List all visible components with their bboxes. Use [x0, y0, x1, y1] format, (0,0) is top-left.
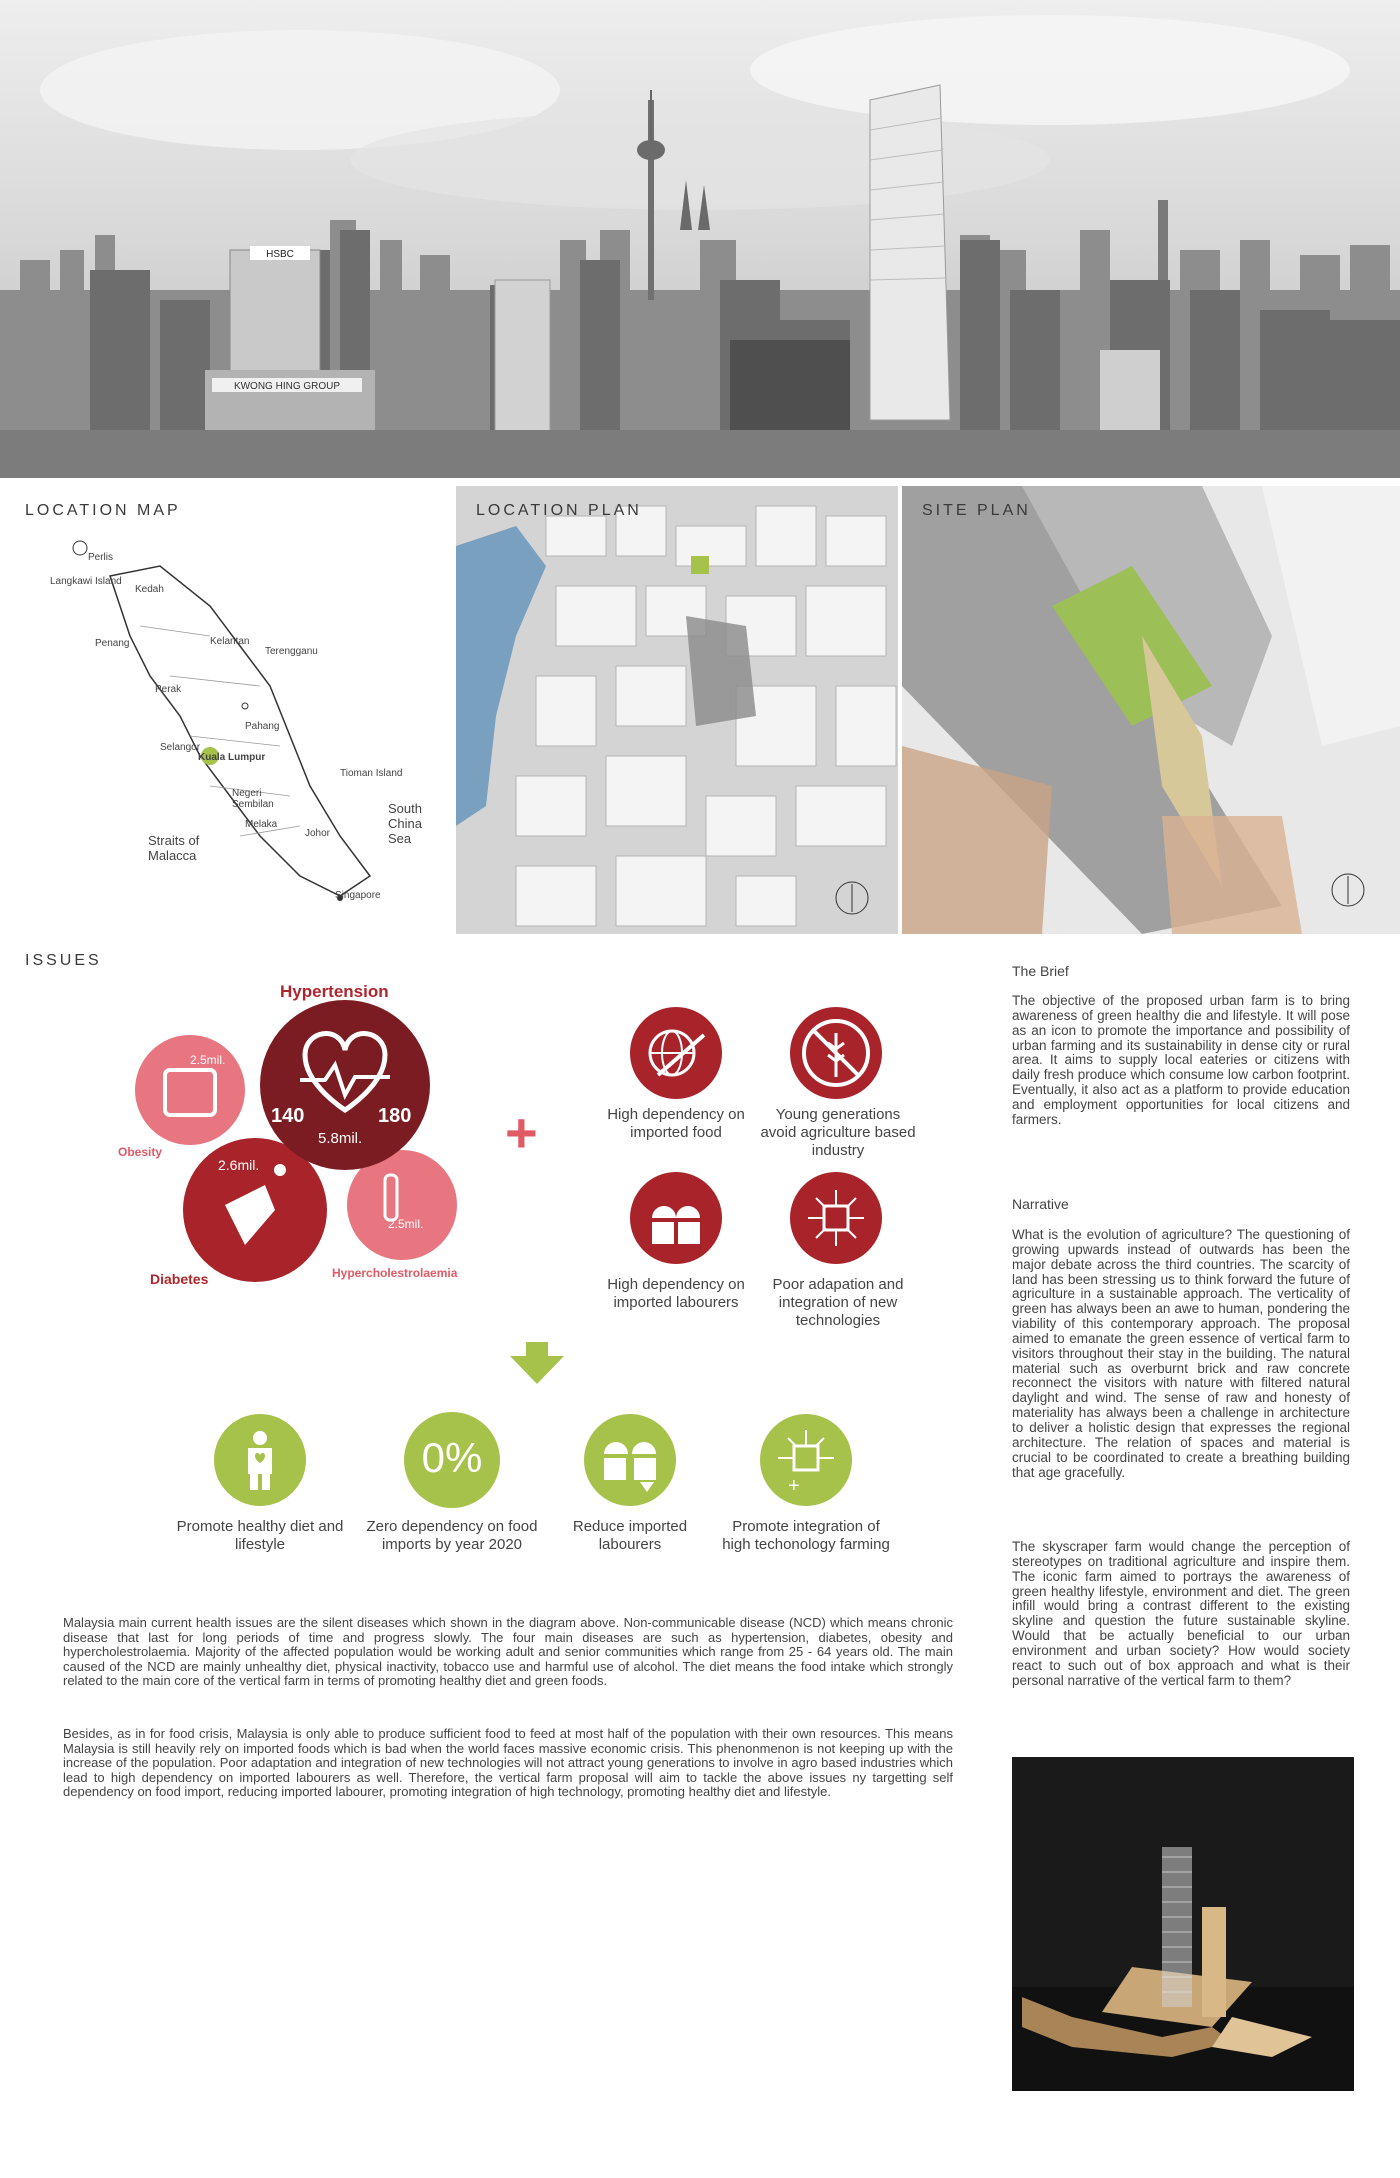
health-issues-paragraph: Malaysia main current health issues are the silent diseases which shown in the diagram above. Non-communicable disease (NCD) which means chronic disease that last for long periods of time and progress slowly. The four main diseases are such as hypertension, diabetes, obesity and hypercholestrolaemia. Majority of the affected population would be working adult and senior communities which range from 25 - 64 years old. The main caused of the NCD are mainly unhealthy diet, physical inactivity, tobacco use and harmful use of alcohol. The diet means the food intake which strongly related to the main core of the vertical farm in terms of promoting healthy diet and green foods. [63, 1615, 953, 1689]
label-perak: Perak [155, 684, 182, 695]
brief-text: The objective of the proposed urban farm is to bring awareness of green healthy die and lifestyle. It will pose as an icon to promote the importance and possibility of urban farming and its sustainability in dense city or rural area. It aims to supply local eateries or citizens with daily fresh produce which consume low carbon footprint. Eventually, it also act as a platform to provide education and employment opportunities for local citizens and farmers. [1012, 993, 1350, 1127]
svg-text:+: + [788, 1475, 800, 1497]
solution-label-healthy-diet: Promote healthy diet and lifestyle [176, 1518, 344, 1553]
label-selangor: Selangor [160, 742, 201, 753]
bp-left-value: 140 [271, 1105, 305, 1127]
label-terengganu: Terengganu [265, 646, 318, 657]
location-map-panel [0, 486, 452, 934]
label-langkawi: Langkawi Island [50, 576, 122, 587]
label-perlis: Perlis [88, 552, 114, 563]
health-circles [130, 985, 460, 1295]
solution-label-high-technology: Promote integration of high techonology farming [722, 1518, 890, 1553]
label-pahang: Pahang [245, 721, 280, 732]
malaysia-outline-map [40, 536, 420, 916]
globe-plane-icon [628, 1005, 724, 1101]
hypertension-label: Hypertension [280, 982, 389, 1001]
plus-sign: + [505, 1101, 538, 1164]
person-heart-icon [212, 1412, 308, 1508]
label-melaka: Melaka [245, 819, 278, 830]
down-arrow-icon [510, 1342, 564, 1384]
hypercholestrolaemia-label: Hypercholestrolaemia [332, 1266, 458, 1280]
narrative-title: Narrative [1012, 1196, 1069, 1212]
brief-title: The Brief [1012, 963, 1069, 979]
skyline-illustration [0, 0, 1400, 478]
bp-right-value: 180 [378, 1105, 412, 1127]
issue-label-poor-technology: Poor adapation and integration of new technologies [772, 1276, 904, 1329]
issue-label-young-generations: Young generations avoid agriculture based industry [760, 1106, 916, 1159]
chip-plus-icon [758, 1412, 854, 1508]
solution-icon-healthy-diet [212, 1412, 308, 1513]
solution-label-zero-dependency: Zero dependency on food imports by year 2020 [366, 1518, 538, 1553]
architectural-model-illustration [1012, 1757, 1354, 2091]
food-crisis-paragraph: Besides, as in for food crisis, Malaysia is only able to produce sufficient food to feed at most half of the population with their own resources. This means Malaysia is still heavily rely on imported foods which is bad when the world faces massive economic crisis. This phenonmenon is not keeping up with the increase of the population. Poor adaptation and integration of new technologies will not attract young generations to involve in agro based industries which lead to high dependency on imported labourers as well. Therefore, the vertical farm proposal will aim to tackle the above issues ny targetting self dependency on food import, reducing imported labourer, promoting integration of high technology, promoting healthy diet and lifestyle. [63, 1726, 953, 1800]
issue-label-imported-labourers: High dependency on imported labourers [607, 1276, 745, 1311]
workers-icon [628, 1170, 724, 1266]
issue-icon-young-generations [788, 1005, 884, 1106]
location-map-title: LOCATION MAP [25, 502, 181, 519]
label-kedah: Kedah [135, 584, 164, 595]
label-kelantan: Kelantan [210, 636, 250, 647]
site-plan-panel [902, 486, 1400, 934]
label-straits-of-malacca: Straits of Malacca [148, 833, 200, 863]
issue-label-imported-food: High dependency on imported food [607, 1106, 745, 1141]
obesity-circle [135, 1035, 245, 1145]
label-johor: Johor [305, 828, 331, 839]
issue-icon-imported-labourers [628, 1170, 724, 1271]
chip-icon [788, 1170, 884, 1266]
label-south-china-sea: South China Sea [388, 801, 422, 846]
site-plan-title: SITE PLAN [922, 502, 1031, 519]
issues-title: ISSUES [25, 952, 102, 969]
label-singapore: Singapore [335, 890, 381, 901]
hero-skyline-image [0, 0, 1400, 478]
no-wheat-icon [788, 1005, 884, 1101]
site-plan-drawing [902, 486, 1400, 934]
narrative-paragraph-2: The skyscraper farm would change the perception of stereotypes on traditional agriculture and inspire them. The iconic farm aimed to portrays the awareness of green healthy lifestyle, environment and diet. The green infill would bring a contrast different to the existing skyline and question the future sustainable skyline. Would that be actually beneficial to our urban environment and urban society? How would society react to such out of box approach and what is their personal narrative of the vertical farm to them? [1012, 1539, 1350, 1688]
sign-kwong-hing: KWONG HING GROUP [233, 381, 341, 392]
obesity-label: Obesity [118, 1145, 163, 1159]
location-plan-title: LOCATION PLAN [476, 502, 642, 519]
solution-icon-zero-dependency [404, 1412, 500, 1508]
hypercholestrolaemia-value: 2.5mil. [388, 1217, 424, 1231]
label-tioman: Tioman Island [340, 768, 403, 779]
issue-icon-imported-food [628, 1005, 724, 1106]
label-negeri-sembilan: Negeri Sembilan [232, 788, 274, 810]
label-penang: Penang [95, 638, 130, 649]
diabetes-value: 2.6mil. [218, 1157, 260, 1173]
model-photo [1012, 1757, 1354, 2091]
solution-label-reduce-labourers: Reduce imported labourers [572, 1518, 688, 1553]
narrative-paragraph-1: What is the evolution of agriculture? The questioning of growing upwards instead of outwards has been the major debate across the third countries. The scarcity of land has been stressing us to think forward the future of agriculture in a sustainable approach. The verticality of green has always been an awe to human, pondering the viability of this contemporary approach. The proposal aimed to emanate the green essence of vertical farm to visitors throughout their stay in the building. The natural material such as overburnt brick and raw concrete reconnect the visitors with nature with filtered natural daylight and wind. The sense of raw and honesty of materiality has always been a challenge in architecture to deliver a holistic design that expresses the regional architecture. The relation of spaces and material is crucial to be coordinated to create a breathing building that age gracefully. [1012, 1227, 1350, 1480]
obesity-value: 2.5mil. [190, 1053, 226, 1067]
diabetes-label: Diabetes [150, 1271, 209, 1287]
sign-hsbc: HSBC [266, 249, 294, 260]
solution-icon-high-technology [758, 1412, 854, 1513]
solution-icon-reduce-labourers [582, 1412, 678, 1513]
label-kuala-lumpur: Kuala Lumpur [198, 752, 266, 763]
hypertension-value: 5.8mil. [318, 1130, 363, 1147]
zero-percent-text: 0% [421, 1434, 483, 1481]
location-plan-drawing [456, 486, 898, 934]
issue-icon-poor-technology [788, 1170, 884, 1271]
workers-down-icon [582, 1412, 678, 1508]
health-issues-diagram [118, 982, 460, 1295]
location-plan-panel [456, 486, 898, 934]
